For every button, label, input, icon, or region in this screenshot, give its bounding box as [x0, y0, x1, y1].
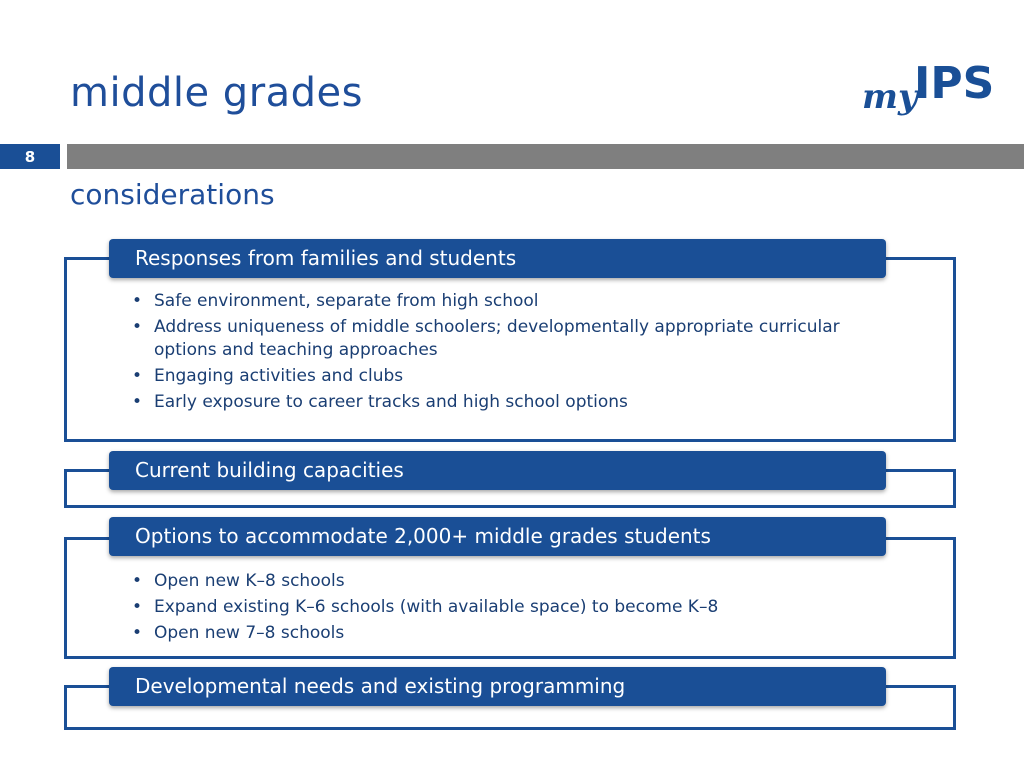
list-item: • Engaging activities and clubs — [130, 363, 894, 389]
section-options-header: Options to accommodate 2,000+ middle grades students — [109, 517, 886, 556]
section-responses-list — [130, 288, 894, 415]
list-item: • Open new K–8 schools — [130, 568, 894, 594]
list-item: • Address uniqueness of middle schoolers; developmentally appropriate curricular options and teaching approaches — [130, 316, 894, 362]
list-item: • Open new 7–8 schools — [130, 620, 894, 646]
logo-ips-text: IPS — [914, 58, 995, 109]
section-capacities-header: Current building capacities — [109, 451, 886, 490]
logo-my-text: my — [862, 77, 918, 117]
slide-number: 8 — [0, 144, 60, 169]
title-divider-bar — [67, 144, 1024, 169]
section-responses-header: Responses from families and students — [109, 239, 886, 278]
slide-title: middle grades — [70, 70, 363, 116]
list-item: • Early exposure to career tracks and high school options — [130, 389, 894, 415]
list-item: • Safe environment, separate from high school — [130, 288, 894, 314]
section-options-list — [130, 568, 894, 646]
section-developmental-header: Developmental needs and existing programming — [109, 667, 886, 706]
slide-subtitle: considerations — [70, 178, 275, 211]
list-item: • Expand existing K–6 schools (with available space) to become K–8 — [130, 594, 894, 620]
myips-logo — [862, 52, 1007, 124]
